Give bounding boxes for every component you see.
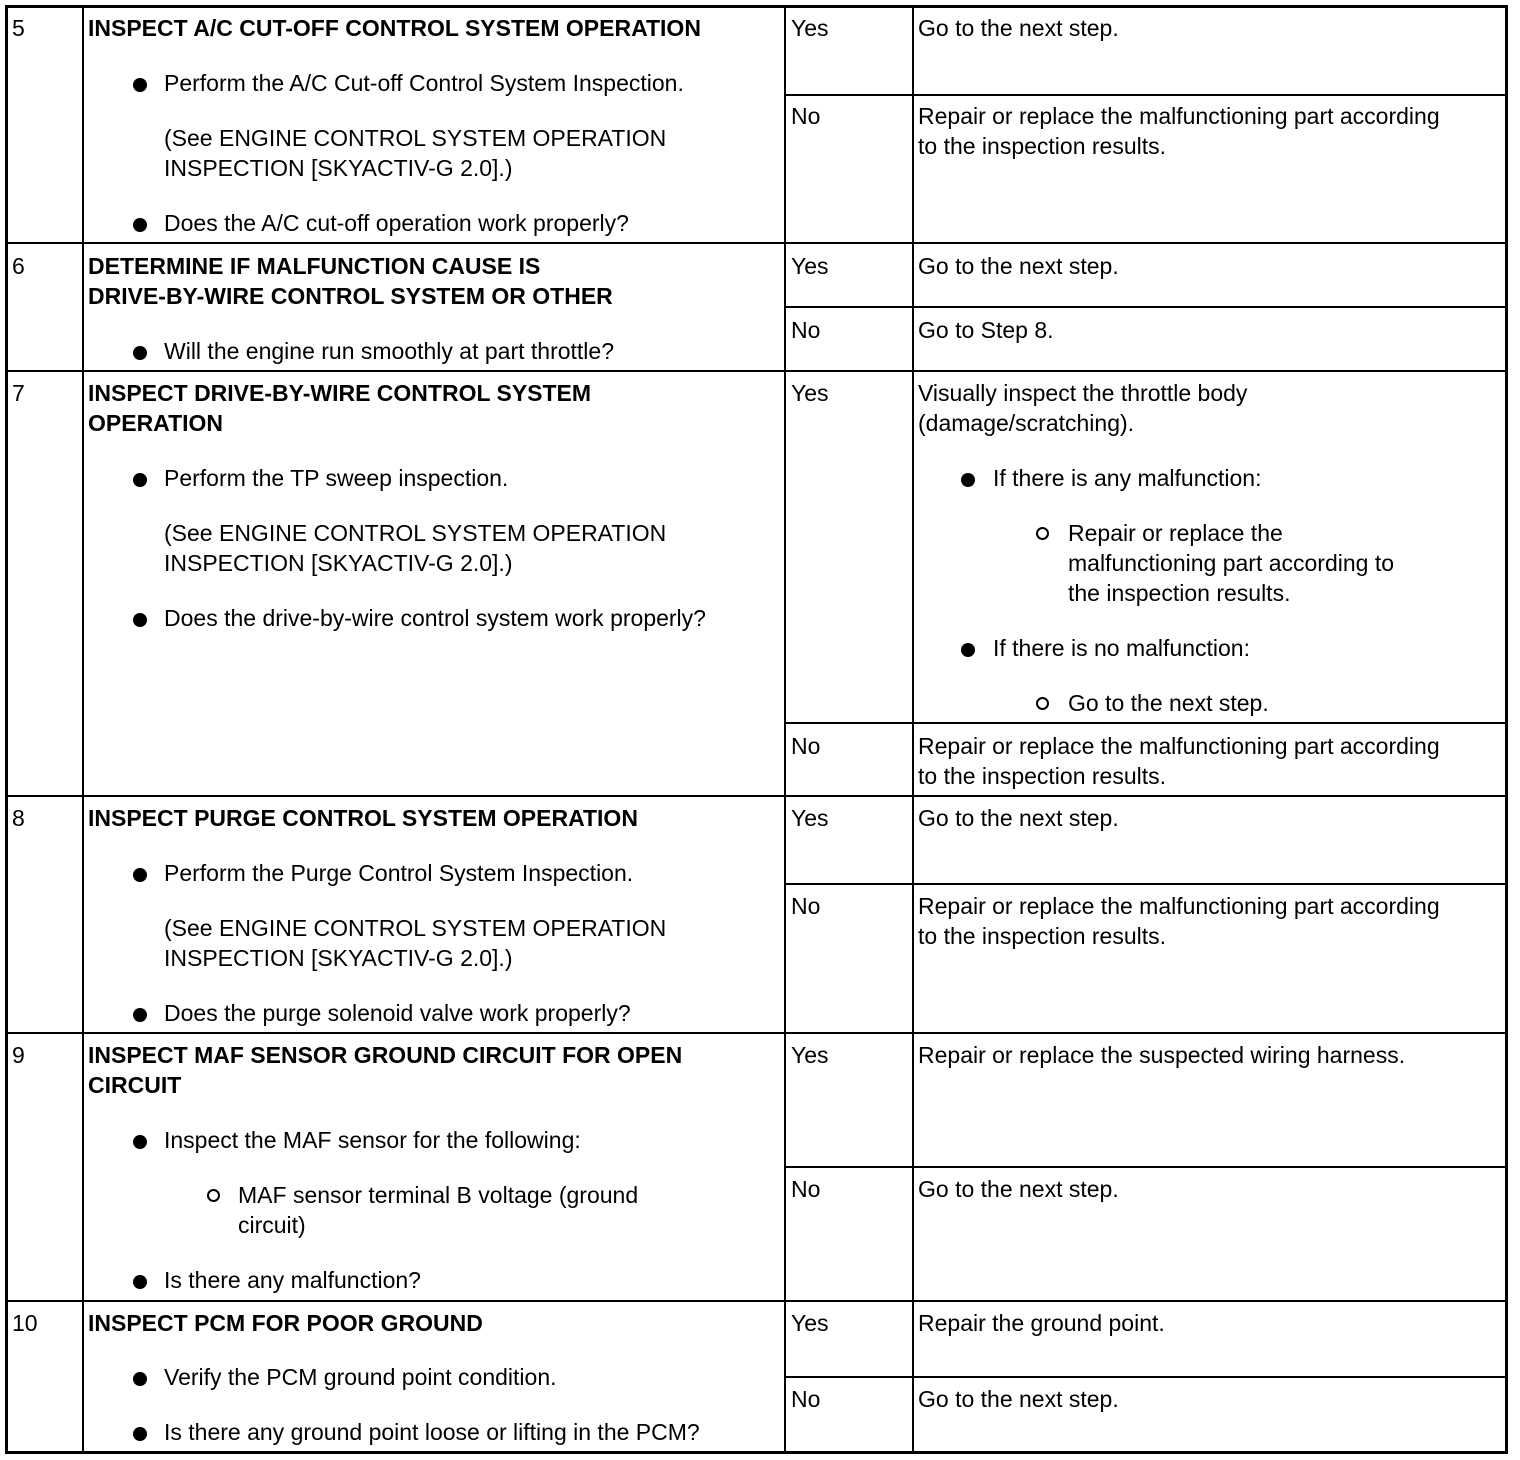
bullet-icon bbox=[133, 473, 147, 487]
no-action: Repair or replace the malfunctioning part according bbox=[918, 893, 1440, 919]
yes-no-divider bbox=[784, 883, 1505, 885]
step-item: (See ENGINE CONTROL SYSTEM OPERATION bbox=[164, 915, 667, 941]
yes-action: Repair the ground point. bbox=[918, 1310, 1165, 1336]
no-action: Go to the next step. bbox=[918, 1176, 1119, 1202]
col-divider bbox=[912, 8, 914, 1451]
row-divider bbox=[8, 1300, 1505, 1302]
yes-label: Yes bbox=[791, 1310, 829, 1336]
row-divider bbox=[8, 242, 1505, 244]
no-action: Go to the next step. bbox=[918, 1386, 1119, 1412]
col-divider bbox=[82, 8, 84, 1451]
step-item: INSPECTION [SKYACTIV-G 2.0].) bbox=[164, 550, 513, 576]
troubleshooting-table bbox=[5, 5, 1508, 1454]
yes-no-divider bbox=[784, 722, 1505, 724]
no-label: No bbox=[791, 317, 821, 343]
yes-action: Repair or replace the suspected wiring harness. bbox=[918, 1042, 1406, 1068]
row-divider bbox=[8, 1032, 1505, 1034]
yes-action: Repair or replace the bbox=[1068, 520, 1283, 546]
yes-label: Yes bbox=[791, 805, 829, 831]
yes-label: Yes bbox=[791, 380, 829, 406]
yes-action: Go to the next step. bbox=[918, 15, 1119, 41]
no-action: Repair or replace the malfunctioning part according bbox=[918, 103, 1440, 129]
yes-no-divider bbox=[784, 306, 1505, 308]
yes-action: Visually inspect the throttle body bbox=[918, 380, 1248, 406]
step-item: Does the purge solenoid valve work properly? bbox=[164, 1000, 631, 1026]
step-title: INSPECT DRIVE-BY-WIRE CONTROL SYSTEM bbox=[88, 380, 592, 406]
no-label: No bbox=[791, 733, 821, 759]
step-number: 6 bbox=[12, 253, 25, 279]
bullet-icon bbox=[133, 1008, 147, 1022]
step-item: (See ENGINE CONTROL SYSTEM OPERATION bbox=[164, 520, 667, 546]
bullet-icon bbox=[133, 868, 147, 882]
bullet-icon bbox=[133, 1372, 147, 1386]
yes-action: malfunctioning part according to bbox=[1068, 550, 1395, 576]
yes-action: (damage/scratching). bbox=[918, 410, 1135, 436]
bullet-icon bbox=[961, 643, 975, 657]
no-label: No bbox=[791, 103, 821, 129]
sub-bullet-icon bbox=[1036, 697, 1049, 710]
step-title: OPERATION bbox=[88, 410, 224, 436]
no-action: Go to Step 8. bbox=[918, 317, 1054, 343]
bullet-icon bbox=[961, 473, 975, 487]
step-title: DETERMINE IF MALFUNCTION CAUSE IS bbox=[88, 253, 541, 279]
yes-label: Yes bbox=[791, 1042, 829, 1068]
bullet-icon bbox=[133, 613, 147, 627]
step-item: Perform the Purge Control System Inspection. bbox=[164, 860, 634, 886]
no-label: No bbox=[791, 893, 821, 919]
bullet-icon bbox=[133, 1427, 147, 1441]
step-number: 8 bbox=[12, 805, 25, 831]
step-title: CIRCUIT bbox=[88, 1072, 182, 1098]
col-divider bbox=[784, 8, 786, 1451]
step-item: circuit) bbox=[238, 1212, 306, 1238]
no-label: No bbox=[791, 1176, 821, 1202]
yes-no-divider bbox=[784, 1166, 1505, 1168]
step-item: Is there any ground point loose or lifting in the PCM? bbox=[164, 1419, 700, 1445]
step-number: 9 bbox=[12, 1042, 25, 1068]
step-item: (See ENGINE CONTROL SYSTEM OPERATION bbox=[164, 125, 667, 151]
yes-action: Go to the next step. bbox=[1068, 690, 1269, 716]
step-item: Is there any malfunction? bbox=[164, 1267, 421, 1293]
no-action: to the inspection results. bbox=[918, 763, 1167, 789]
step-number: 5 bbox=[12, 15, 25, 41]
yes-action: If there is no malfunction: bbox=[993, 635, 1250, 661]
yes-action: Go to the next step. bbox=[918, 253, 1119, 279]
step-item: Inspect the MAF sensor for the following: bbox=[164, 1127, 581, 1153]
step-title: DRIVE-BY-WIRE CONTROL SYSTEM OR OTHER bbox=[88, 283, 613, 309]
yes-no-divider bbox=[784, 1376, 1505, 1378]
step-number: 7 bbox=[12, 380, 25, 406]
yes-action: the inspection results. bbox=[1068, 580, 1291, 606]
bullet-icon bbox=[133, 346, 147, 360]
row-divider bbox=[8, 795, 1505, 797]
no-action: to the inspection results. bbox=[918, 923, 1167, 949]
bullet-icon bbox=[133, 218, 147, 232]
step-item: MAF sensor terminal B voltage (ground bbox=[238, 1182, 639, 1208]
row-divider bbox=[8, 370, 1505, 372]
step-item: INSPECTION [SKYACTIV-G 2.0].) bbox=[164, 155, 513, 181]
yes-action: If there is any malfunction: bbox=[993, 465, 1262, 491]
step-item: Does the A/C cut-off operation work properly? bbox=[164, 210, 629, 236]
step-item: Will the engine run smoothly at part throttle? bbox=[164, 338, 615, 364]
step-item: Verify the PCM ground point condition. bbox=[164, 1364, 557, 1390]
step-title: INSPECT A/C CUT-OFF CONTROL SYSTEM OPERATION bbox=[88, 15, 701, 41]
bullet-icon bbox=[133, 78, 147, 92]
step-title: INSPECT PURGE CONTROL SYSTEM OPERATION bbox=[88, 805, 638, 831]
step-item: Does the drive-by-wire control system work properly? bbox=[164, 605, 706, 631]
step-item: INSPECTION [SKYACTIV-G 2.0].) bbox=[164, 945, 513, 971]
yes-action: Go to the next step. bbox=[918, 805, 1119, 831]
bullet-icon bbox=[133, 1275, 147, 1289]
no-label: No bbox=[791, 1386, 821, 1412]
step-item: Perform the A/C Cut-off Control System Inspection. bbox=[164, 70, 684, 96]
sub-bullet-icon bbox=[207, 1189, 220, 1202]
no-action: Repair or replace the malfunctioning part according bbox=[918, 733, 1440, 759]
bullet-icon bbox=[133, 1135, 147, 1149]
step-title: INSPECT MAF SENSOR GROUND CIRCUIT FOR OPEN bbox=[88, 1042, 683, 1068]
yes-no-divider bbox=[784, 94, 1505, 96]
yes-label: Yes bbox=[791, 253, 829, 279]
sub-bullet-icon bbox=[1036, 527, 1049, 540]
no-action: to the inspection results. bbox=[918, 133, 1167, 159]
step-number: 10 bbox=[12, 1310, 38, 1336]
yes-label: Yes bbox=[791, 15, 829, 41]
step-item: Perform the TP sweep inspection. bbox=[164, 465, 509, 491]
step-title: INSPECT PCM FOR POOR GROUND bbox=[88, 1310, 483, 1336]
